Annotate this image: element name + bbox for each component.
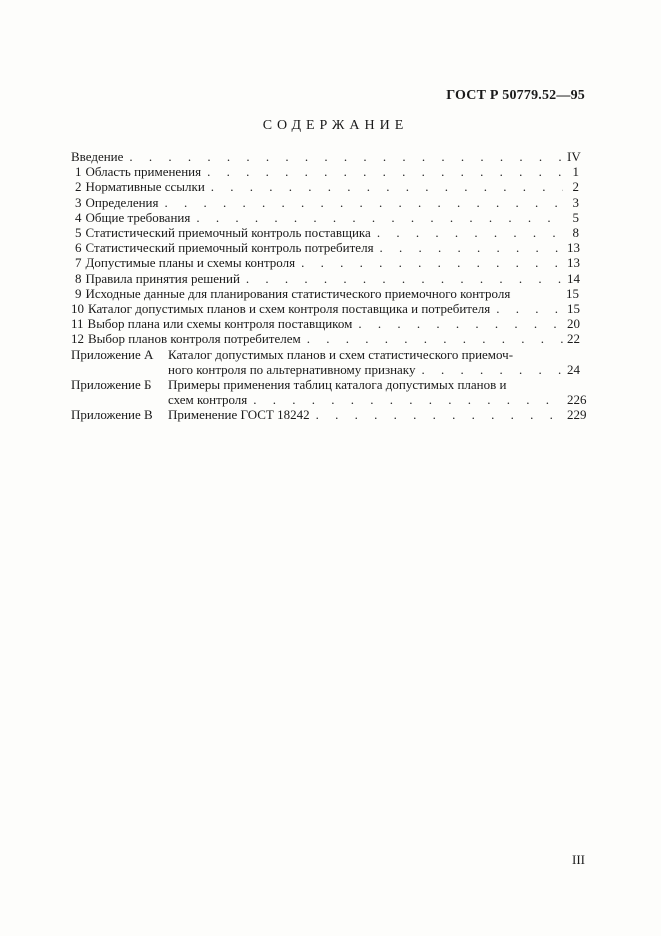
toc-page: 22 — [567, 331, 580, 347]
toc-entry[interactable] — [71, 195, 579, 210]
toc-page: 20 — [567, 316, 580, 332]
toc-page: 13 — [567, 240, 580, 256]
table-of-contents — [71, 149, 587, 423]
page-number: III — [572, 852, 585, 867]
leader-dots — [246, 271, 563, 286]
toc-num: 11 — [71, 316, 84, 332]
leader-dots — [129, 149, 563, 164]
toc-label: Статистический приемочный контроль потребителя — [85, 240, 374, 256]
toc-num: 6 — [75, 240, 82, 256]
toc-label: Выбор планов контроля потребителем — [88, 331, 301, 347]
appendix-title-line1: Каталог допустимых планов и схем статистического приемоч- — [168, 346, 514, 362]
toc-entry[interactable] — [71, 286, 579, 301]
toc-num: 2 — [75, 179, 82, 195]
appendix-prefix: Приложение А — [71, 346, 154, 362]
toc-label: Общие требования — [85, 209, 191, 225]
toc-entry-intro[interactable] — [71, 149, 579, 164]
toc-entry[interactable] — [71, 225, 579, 240]
leader-dots — [496, 301, 563, 316]
page-title: СОДЕРЖАНИЕ — [262, 118, 409, 133]
toc-label: Каталог допустимых планов и схем контроля поставщика и потребителя — [88, 301, 491, 317]
toc-num: 1 — [75, 164, 82, 180]
leader-dots — [316, 407, 563, 422]
toc-appendix-a[interactable] — [71, 347, 579, 377]
toc-num: 8 — [75, 270, 82, 286]
toc-entry[interactable] — [71, 179, 579, 194]
toc-page: IV — [567, 149, 581, 164]
leader-dots — [164, 195, 563, 210]
toc-page: 2 — [572, 179, 579, 195]
leader-dots — [358, 316, 563, 331]
toc-label: Исходные данные для планирования статистического приемочного контроля — [85, 285, 511, 301]
toc-page: 24 — [567, 361, 580, 377]
toc-page: 5 — [572, 209, 579, 225]
toc-entry[interactable] — [71, 255, 579, 270]
leader-dots — [421, 362, 563, 377]
standard-code: ГОСТ Р 50779.52—95 — [446, 88, 585, 103]
toc-page: 15 — [566, 285, 579, 301]
toc-appendix-v[interactable] — [71, 407, 587, 423]
appendix-title-line1: Примеры применения таблиц каталога допустимых планов и — [168, 377, 507, 393]
leader-dots — [196, 210, 563, 225]
toc-label: Определения — [85, 194, 159, 210]
toc-num: 12 — [71, 331, 84, 347]
toc-entry[interactable] — [71, 164, 579, 179]
toc-num: 3 — [75, 194, 82, 210]
toc-entry[interactable] — [71, 210, 579, 225]
appendix-title-line2: ного контроля по альтернативному признаку — [168, 361, 416, 377]
toc-label: Нормативные ссылки — [85, 179, 205, 195]
leader-dots — [253, 392, 563, 407]
leader-dots — [207, 164, 563, 179]
toc-entry[interactable] — [71, 301, 579, 316]
toc-page: 13 — [567, 255, 580, 271]
toc-label: Допустимые планы и схемы контроля — [85, 255, 296, 271]
toc-entry[interactable] — [71, 240, 579, 255]
leader-dots — [380, 240, 563, 255]
toc-page: 14 — [567, 270, 580, 286]
toc-label: Область применения — [85, 164, 202, 180]
toc-entry[interactable] — [71, 316, 579, 331]
appendix-title-line2: схем контроля — [168, 392, 248, 408]
toc-entry[interactable] — [71, 271, 579, 286]
toc-num: 9 — [75, 285, 82, 301]
appendix-prefix: Приложение В — [71, 407, 153, 423]
toc-num: 4 — [75, 209, 82, 225]
toc-num: 7 — [75, 255, 82, 271]
toc-label: Введение — [71, 149, 124, 164]
toc-page: 229 — [567, 407, 587, 423]
leader-dots — [377, 225, 563, 240]
toc-page: 8 — [572, 225, 579, 241]
toc-label: Выбор плана или схемы контроля поставщиком — [87, 316, 353, 332]
toc-page: 3 — [572, 194, 579, 210]
toc-page: 15 — [567, 301, 580, 317]
toc-appendix-b[interactable] — [71, 377, 587, 408]
appendix-title-line1: Применение ГОСТ 18242 — [168, 407, 310, 423]
toc-num: 10 — [71, 301, 84, 317]
toc-num: 5 — [75, 225, 82, 241]
appendix-prefix: Приложение Б — [71, 377, 152, 393]
toc-label: Статистический приемочный контроль поставщика — [85, 225, 371, 241]
leader-dots — [307, 331, 563, 346]
toc-label: Правила принятия решений — [85, 270, 240, 286]
toc-page: 226 — [567, 392, 587, 408]
leader-dots — [211, 179, 563, 194]
toc-entry[interactable] — [71, 331, 579, 346]
toc-page: 1 — [572, 164, 579, 180]
leader-dots — [301, 255, 563, 270]
